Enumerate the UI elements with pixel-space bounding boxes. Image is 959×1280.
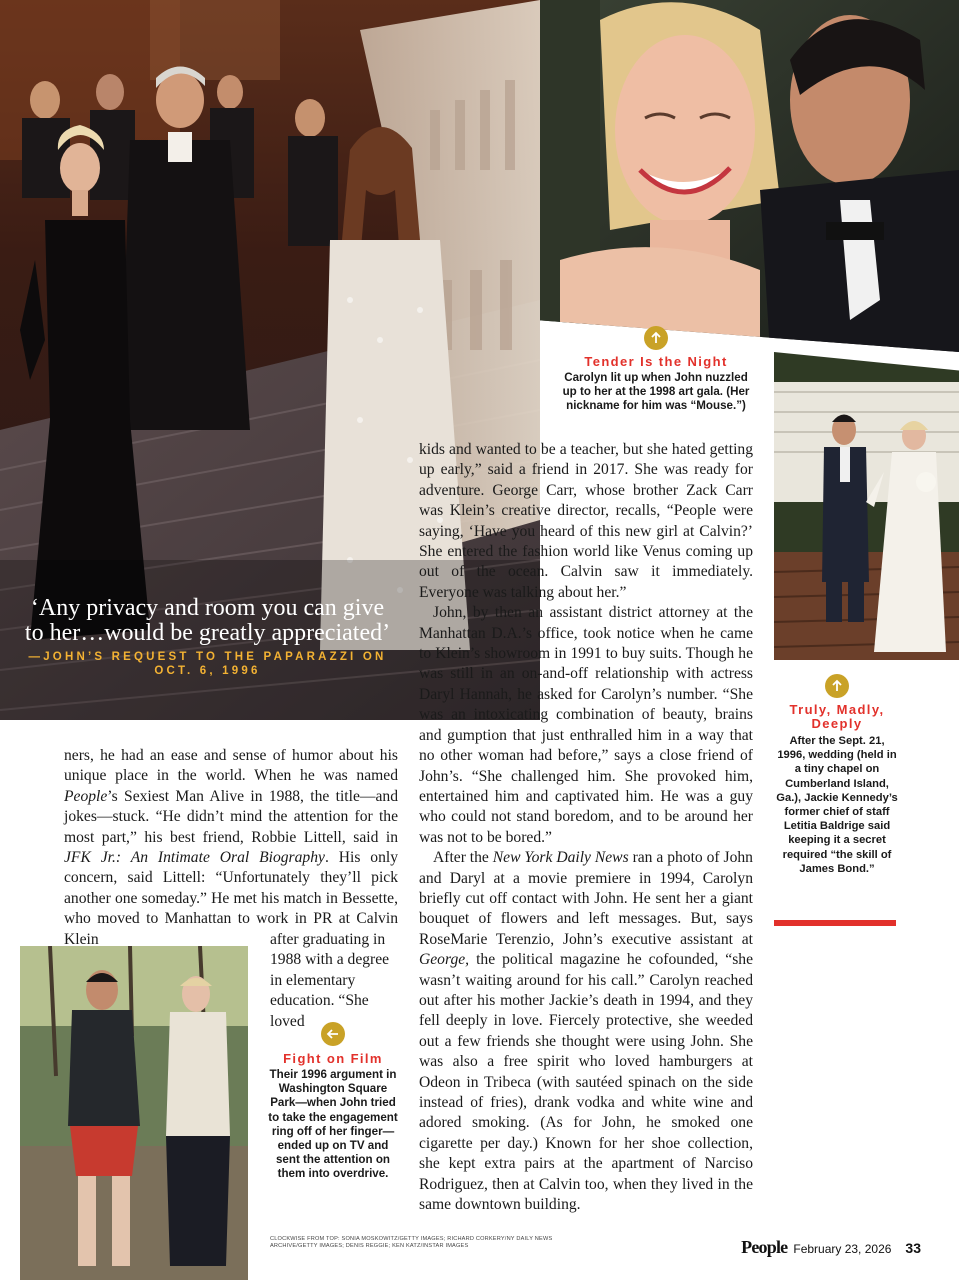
page-number: 33 xyxy=(905,1240,921,1256)
truly-caption-body: After the Sept. 21, 1996, wedding (held in a tiny chapel on Cumberland Island, Ga.), Jackie Kennedy’s former chief of staff Letitia Baldrige said keeping it a secret required “the skill of James Bond.” xyxy=(776,735,898,875)
pull-quote xyxy=(20,596,395,678)
issue-date: February 23, 2026 xyxy=(793,1242,892,1256)
tender-caption xyxy=(556,326,756,414)
park-argument-image xyxy=(20,946,248,1280)
wedding-image xyxy=(774,352,959,660)
right-paragraph-3: After the New York Daily News ran a photo of John and Daryl at a movie premiere in 1994, Carolyn briefly cut off contact with John. He sent her a giant bouquet of flowers and left messages. But, says RoseMarie Terenzio, John’s executive assistant at George, the political magazine he cofounded, “she wasn’t waiting around for his call.” Carolyn reached out after his mother Jackie’s death in 1994, and they fell deeply in love. Fiercely protective, she weeded out a few friends she thought were using John. She was also a free spirit who loved hamburgers at Odeon in Tribeca (with sautéed spinach on the side instead of fries), drank vodka and white wine and adored smoking. (As for John, he smoked one cigarette per day.) Known for her shoe collection, she kept extra pairs at the apartment of Narciso Rodriguez, then at Calvin too, when they lived in the same downtown building. xyxy=(419,849,753,1214)
right-column-text xyxy=(419,440,753,1215)
right-paragraph-1: kids and wanted to be a teacher, but she hated getting up early,” said a friend in 2017. She was ready for adventure. George Carr, whose brother Zack Carr was Klein’s creative director, recalls, “People were saying, ‘Have you heard of this new girl at Calvin?’ She entered the fashion world like Venus coming up out of the ocean. Calvin saw it immediately. Everyone was talking about her.” xyxy=(419,441,753,601)
left-column-text xyxy=(64,746,398,950)
arrow-up-icon xyxy=(644,326,668,350)
pull-quote-attribution: —JOHN’S REQUEST TO THE PAPARAZZI ON OCT. 6, 1996 xyxy=(28,651,387,677)
arrow-up-icon xyxy=(825,674,849,698)
magazine-logo: People xyxy=(741,1237,788,1257)
page-folio xyxy=(741,1237,921,1258)
caption-divider-bar xyxy=(774,920,896,926)
art-gala-kiss-photo xyxy=(540,0,959,352)
art-gala-kiss-image xyxy=(540,0,959,352)
left-column-paragraph: ners, he had an ease and sense of humor about his unique place in the world. When he was named People’s Sexiest Man Alive in 1988, the title—and jokes—stuck. “He didn’t mind the attention for the most part,” his best friend, Robbie Littell, said in JFK Jr.: An Intimate Oral Biography. His only concern, said Littell: “Unfortunately they’ll pick another one someday.” He met his match in Bessette, who moved to Manhattan to work in PR at Calvin Klein xyxy=(64,747,398,948)
truly-caption xyxy=(776,674,898,876)
park-argument-photo xyxy=(20,946,248,1280)
fight-caption xyxy=(268,1022,398,1182)
right-paragraph-2: John, by then an assistant district attorney at the Manhattan D.A.’s office, took notice when he came to Klein’s showroom in 1991 to buy suits. Though he was still in an on-and-off relationship with actress Daryl Hannah, he asked for Carolyn’s number. “She was an intoxicating combination of beauty, brains and gumption that just enthralled him in a way that no other woman had before,” says a close friend of John’s. “She challenged him. She provoked him, entertained him and captivated him. He was a guy who could not stand boredom, and to be around her was not to be bored.” xyxy=(419,604,753,846)
wedding-photo xyxy=(774,352,959,660)
left-column-narrow-text: after graduating in 1988 with a degree in elementary education. “She loved xyxy=(270,931,390,1030)
photo-credits: CLOCKWISE FROM TOP: SONIA MOSKOWITZ/GETTY IMAGES; RICHARD CORKERY/NY DAILY NEWS ARCHIVE/GETTY IMAGES; DENIS REGGIE; KEN KATZ/INSTAR IMAGES xyxy=(270,1236,553,1249)
truly-caption-heading: Truly, Madly, Deeply xyxy=(789,702,885,731)
tender-caption-heading: Tender Is the Night xyxy=(584,354,728,369)
fight-caption-body: Their 1996 argument in Washington Square Park—when John tried to take the engagement ring off of her finger—ended up on TV and sent the attention on them into overdrive. xyxy=(268,1068,398,1181)
fight-caption-heading: Fight on Film xyxy=(283,1051,383,1066)
tender-caption-body: Carolyn lit up when John nuzzled up to her at the 1998 art gala. (Her nickname for him was “Mouse.”) xyxy=(562,371,750,413)
pull-quote-text: ‘Any privacy and room you can give to her…would be greatly appreciated’ xyxy=(24,595,391,646)
